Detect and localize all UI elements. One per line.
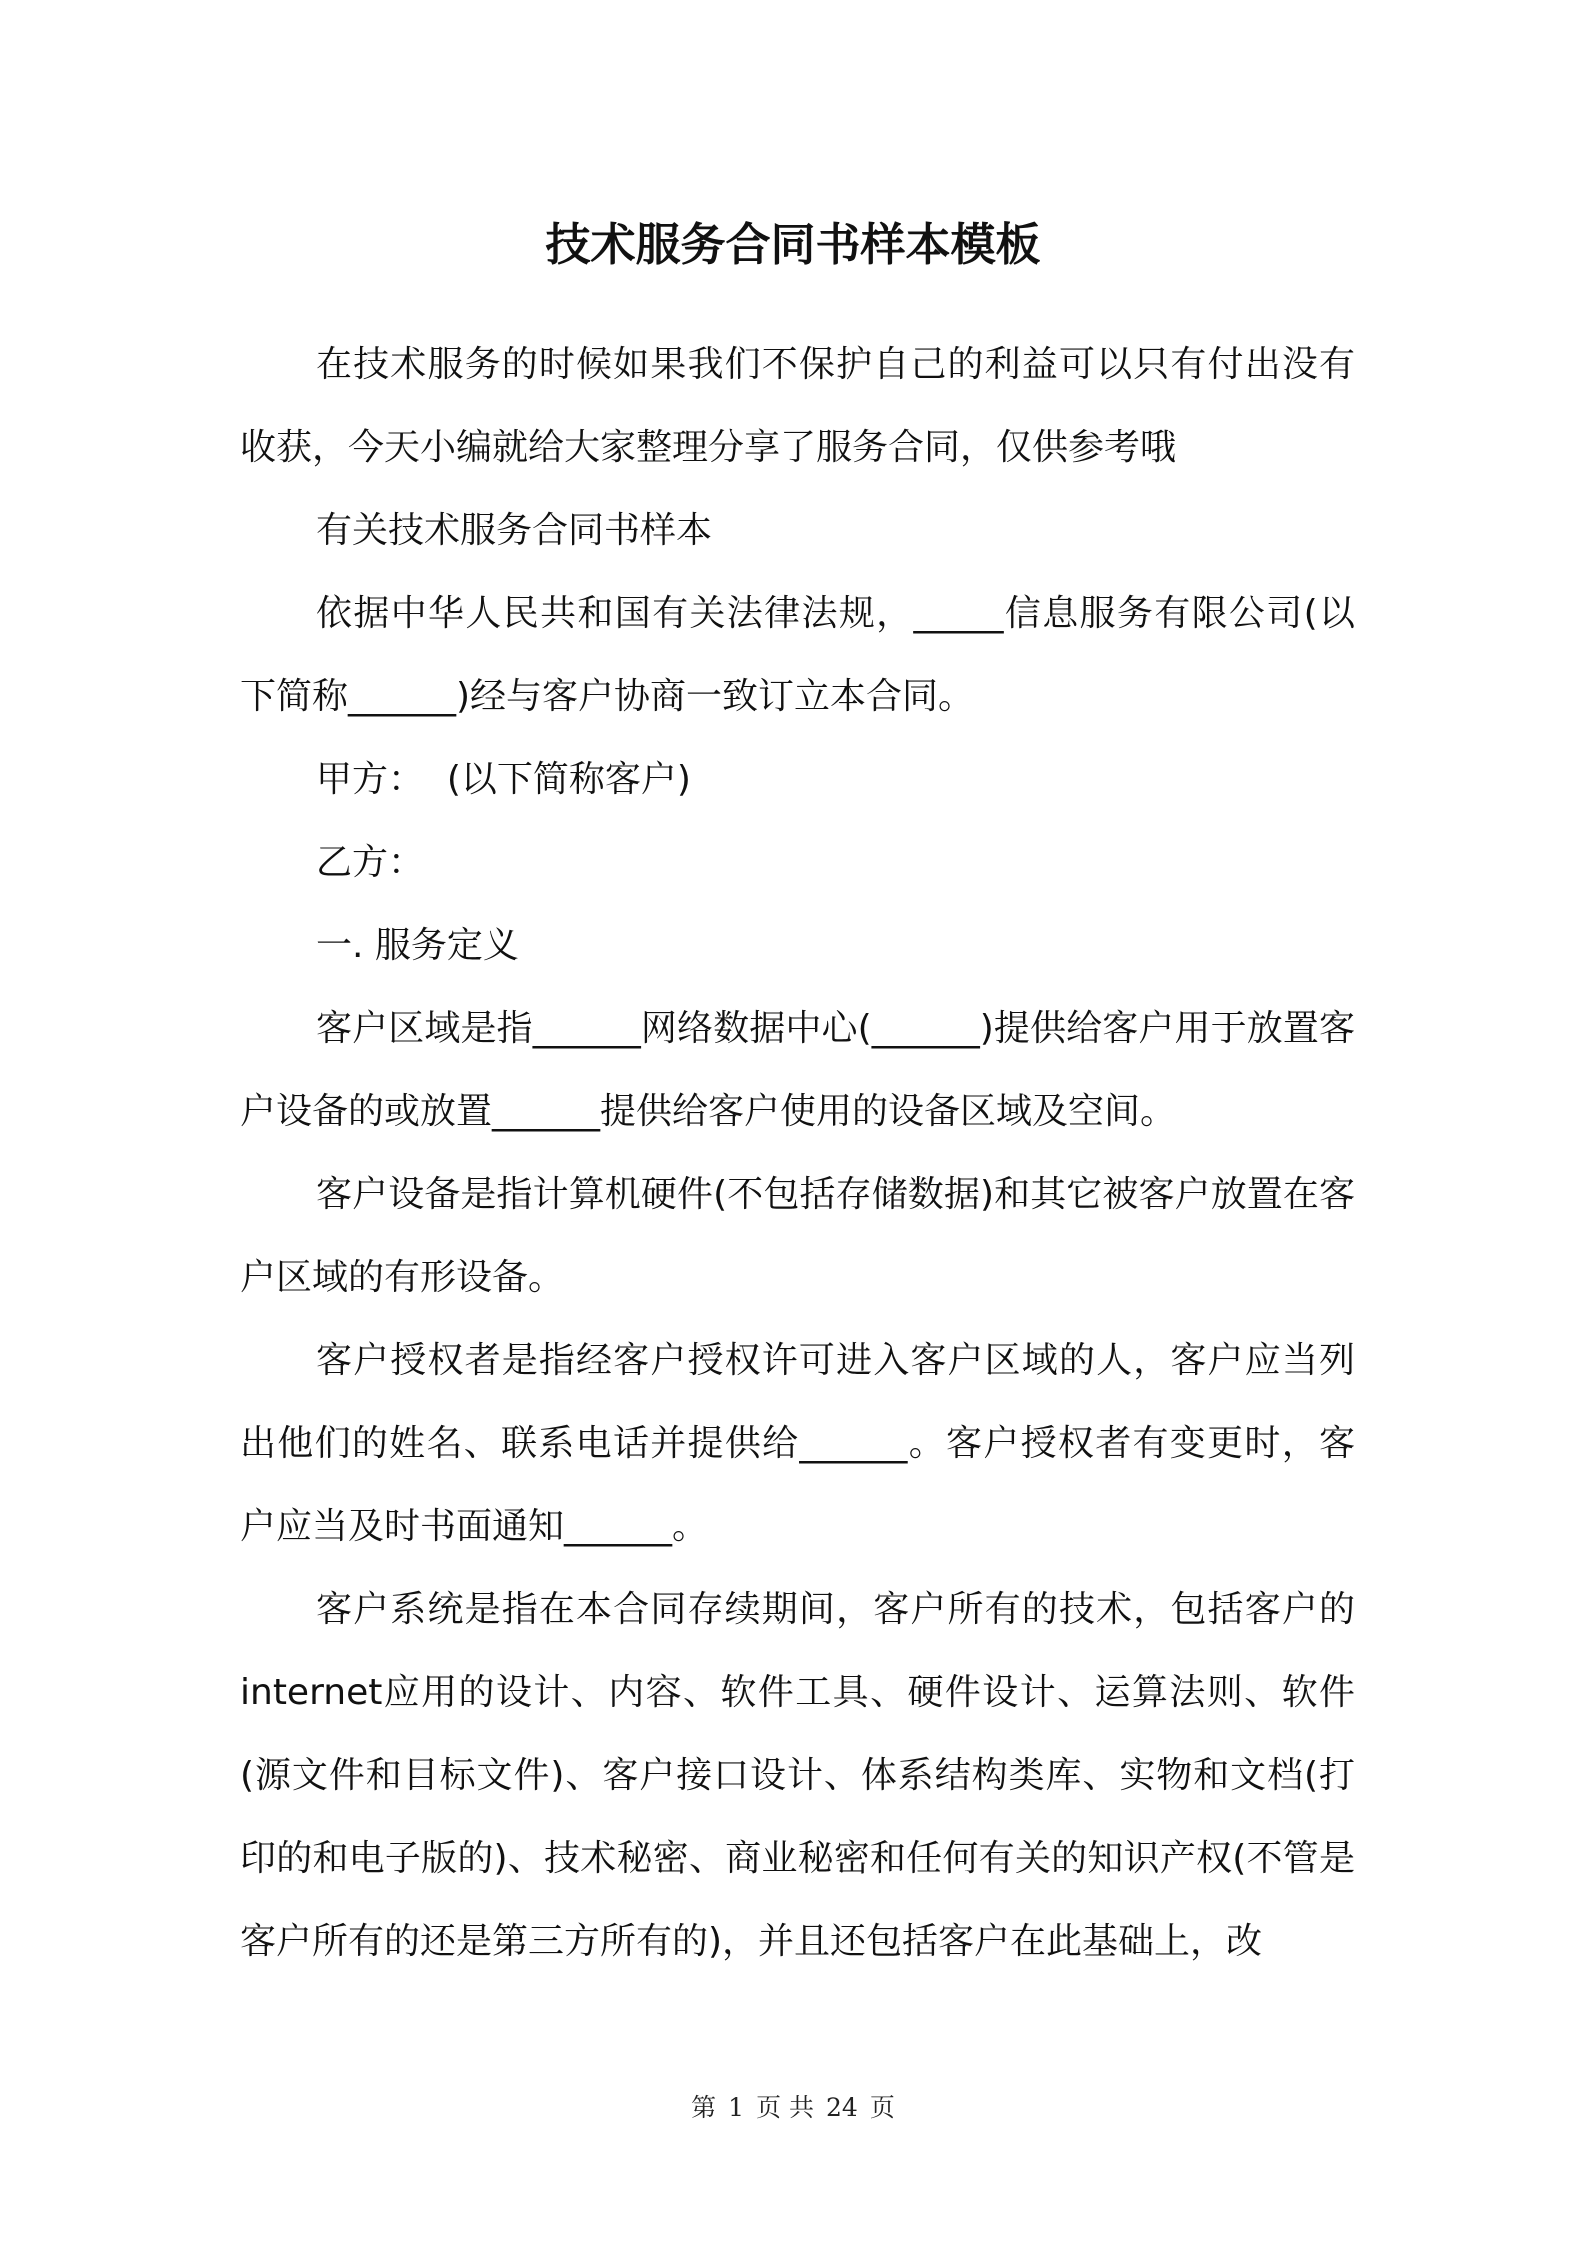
paragraph-customer-area: 客户区域是指______网络数据中心(______)提供给客户用于放置客户设备的或放置______提供给客户使用的设备区域及空间。	[240, 1008, 1355, 1132]
section-heading-service-definition: 一. 服务定义	[316, 925, 519, 966]
document-body	[240, 323, 1355, 1983]
paragraph-customer-system: 客户系统是指在本合同存续期间，客户所有的技术，包括客户的internet应用的设计、内容、软件工具、硬件设计、运算法则、软件(源文件和目标文件)、客户接口设计、体系结构类库、实物和文档(打印的和电子版的)、技术秘密、商业秘密和任何有关的知识产权(不管是客户所有的还是第三方所有的)，并且还包括客户在此基础上，改	[240, 1589, 1355, 1962]
paragraph-subtitle: 有关技术服务合同书样本	[316, 510, 713, 551]
footer-middle: 页 共	[756, 2093, 815, 2122]
paragraph-customer-equipment: 客户设备是指计算机硬件(不包括存储数据)和其它被客户放置在客户区域的有形设备。	[240, 1174, 1355, 1298]
footer-prefix: 第	[691, 2093, 717, 2122]
page-footer	[0, 2090, 1586, 2126]
footer-total-pages: 24	[826, 2093, 858, 2122]
paragraph-intro: 在技术服务的时候如果我们不保护自己的利益可以只有付出没有收获，今天小编就给大家整理分享了服务合同，仅供参考哦	[240, 344, 1355, 468]
paragraph-preamble: 依据中华人民共和国有关法律法规，_____信息服务有限公司(以下简称______)经与客户协商一致订立本合同。	[240, 593, 1355, 717]
paragraph-party-b: 乙方：	[316, 842, 425, 883]
paragraph-authorized-person: 客户授权者是指经客户授权许可进入客户区域的人，客户应当列出他们的姓名、联系电话并提供给______。客户授权者有变更时，客户应当及时书面通知______。	[240, 1340, 1355, 1547]
footer-current-page: 1	[728, 2093, 745, 2122]
paragraph-party-a: 甲方： (以下简称客户)	[316, 759, 691, 800]
document-title: 技术服务合同书样本模板	[545, 218, 1041, 271]
footer-suffix: 页	[869, 2093, 895, 2122]
